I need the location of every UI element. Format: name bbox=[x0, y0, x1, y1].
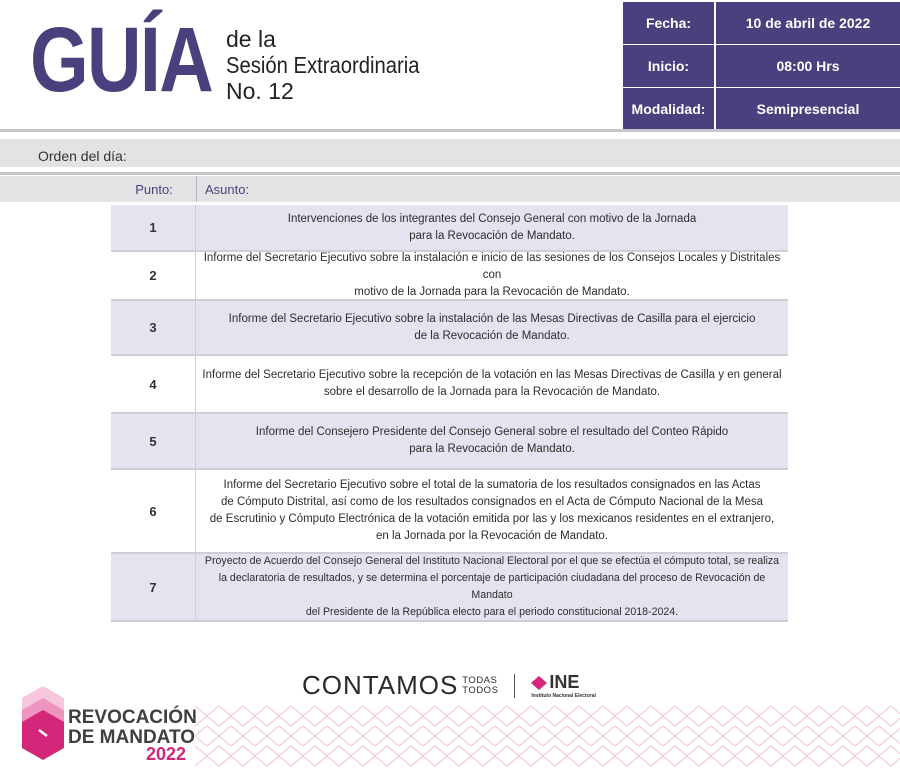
pattern-diamond bbox=[459, 726, 483, 746]
pattern-diamond bbox=[195, 726, 219, 746]
row-number: 3 bbox=[111, 301, 196, 354]
pattern-diamond bbox=[615, 706, 639, 726]
pattern-diamond bbox=[291, 726, 315, 746]
subject-line: sobre el desarrollo de la Jornada para la Revocación de Mandato. bbox=[323, 386, 661, 398]
pattern-diamond bbox=[855, 706, 879, 726]
pattern-diamond bbox=[471, 706, 495, 726]
ine-diamond-icon bbox=[531, 676, 547, 690]
pattern-diamond bbox=[699, 726, 723, 746]
row-number: 4 bbox=[111, 356, 196, 412]
pattern-diamond bbox=[279, 746, 303, 766]
pattern-diamond bbox=[195, 746, 207, 766]
subject-line: de Escrutinio y Cómputo Electrónica de la votación emitida por las y los mexicanos residentes en el extranjero, bbox=[209, 513, 775, 525]
agenda-table bbox=[111, 205, 788, 622]
table-header bbox=[0, 176, 900, 202]
row-subject bbox=[196, 252, 788, 299]
pattern-diamond bbox=[483, 726, 507, 746]
row-number: 6 bbox=[111, 470, 196, 552]
pattern-diamond bbox=[747, 726, 771, 746]
info-row-fecha bbox=[623, 2, 900, 44]
subject-line: la declaratoria de resultados, y se determina el porcentaje de participación ciudadana del proceso de Revocación de Mandato bbox=[218, 572, 766, 601]
info-label: Modalidad: bbox=[623, 88, 716, 130]
pattern-diamond bbox=[327, 746, 351, 766]
pattern-diamond bbox=[315, 726, 339, 746]
todos-word: TODOS bbox=[462, 684, 499, 696]
pattern-diamond bbox=[711, 746, 735, 766]
pattern-diamond bbox=[279, 706, 303, 726]
column-header-asunto: Asunto: bbox=[205, 182, 250, 197]
pattern-diamond bbox=[471, 746, 495, 766]
subject-line: Intervenciones de los integrantes del Consejo General con motivo de la Jornada bbox=[287, 212, 697, 225]
row-number: 2 bbox=[111, 252, 196, 299]
pattern-diamond bbox=[243, 726, 267, 746]
subject-line: Proyecto de Acuerdo del Consejo General del Instituto Nacional Electoral por el que se efectúa el cómputo total, se realiza bbox=[204, 555, 780, 567]
contamos-slogan bbox=[302, 670, 596, 701]
subject-line: motivo de la Jornada para la Revocación de Mandato. bbox=[354, 286, 630, 298]
pattern-diamond bbox=[831, 706, 855, 726]
pattern-diamond bbox=[423, 706, 447, 726]
subject-line: para la Revocación de Mandato. bbox=[409, 229, 575, 242]
pattern-diamond bbox=[651, 726, 675, 746]
orden-divider bbox=[0, 172, 900, 175]
revocacion-wordmark bbox=[68, 708, 197, 748]
pattern-diamond bbox=[735, 746, 759, 766]
todas-todos bbox=[462, 676, 498, 696]
pattern-diamond bbox=[411, 726, 435, 746]
pattern-diamond bbox=[207, 746, 231, 766]
table-row bbox=[111, 554, 788, 622]
table-row bbox=[111, 205, 788, 252]
subject-line: Informe del Secretario Ejecutivo sobre el total de la sumatoria de los resultados consignados en las Actas bbox=[223, 479, 761, 491]
pattern-diamond bbox=[303, 746, 327, 766]
pattern-diamond bbox=[567, 746, 591, 766]
pattern-diamond bbox=[603, 726, 627, 746]
pattern-diamond bbox=[267, 726, 291, 746]
pattern-diamond bbox=[255, 706, 279, 726]
pattern-diamond bbox=[891, 726, 900, 746]
pattern-diamond bbox=[867, 726, 891, 746]
guide-title: GUÍA bbox=[30, 9, 213, 111]
subject-line: del Presidente de la República electo para el periodo constitucional 2018-2024. bbox=[305, 606, 679, 618]
pattern-diamond bbox=[591, 706, 615, 726]
pattern-diamond bbox=[219, 726, 243, 746]
session-info-panel bbox=[623, 2, 900, 131]
pattern-diamond bbox=[447, 746, 471, 766]
pattern-diamond bbox=[231, 706, 255, 726]
column-header-punto: Punto: bbox=[135, 182, 173, 197]
subject-line: en la Jornada por la Revocación de Mandato. bbox=[375, 530, 609, 542]
pattern-diamond bbox=[819, 726, 843, 746]
decorative-pattern bbox=[195, 706, 900, 771]
subject-line: Informe del Secretario Ejecutivo sobre la recepción de la votación en las Mesas Directivas de Casilla y en general bbox=[202, 369, 782, 381]
row-subject bbox=[196, 414, 788, 468]
pattern-diamond bbox=[663, 706, 687, 726]
info-value: Semipresencial bbox=[716, 88, 900, 130]
row-subject bbox=[196, 554, 788, 620]
subject-line: de la Revocación de Mandato. bbox=[414, 329, 570, 342]
pattern-diamond bbox=[627, 726, 651, 746]
pattern-diamond bbox=[723, 726, 747, 746]
table-row bbox=[111, 414, 788, 470]
pattern-diamond bbox=[195, 706, 207, 726]
pattern-diamond bbox=[807, 746, 831, 766]
slogan-separator bbox=[514, 674, 515, 698]
pattern-diamond bbox=[495, 706, 519, 726]
rm-year: 2022 bbox=[146, 744, 187, 764]
table-row bbox=[111, 356, 788, 414]
row-subject bbox=[196, 356, 788, 412]
table-row bbox=[111, 470, 788, 554]
pattern-diamond bbox=[879, 746, 900, 766]
info-value: 08:00 Hrs bbox=[716, 45, 900, 87]
subtitle-line-2: Sesión Extraordinaria bbox=[226, 52, 420, 78]
row-number: 5 bbox=[111, 414, 196, 468]
session-subtitle bbox=[226, 26, 446, 104]
info-row-inicio bbox=[623, 45, 900, 87]
row-subject bbox=[196, 470, 788, 552]
pattern-diamond bbox=[675, 726, 699, 746]
pattern-diamond bbox=[543, 746, 567, 766]
subject-line: de Cómputo Distrital, así como de los resultados consignados en el Acta de Cómputo Nacional de la Mesa bbox=[220, 496, 764, 508]
pattern-diamond bbox=[495, 746, 519, 766]
pattern-diamond bbox=[759, 706, 783, 726]
pattern-diamond bbox=[207, 706, 231, 726]
pattern-diamond bbox=[615, 746, 639, 766]
pattern-diamond bbox=[771, 726, 795, 746]
pattern-diamond bbox=[855, 746, 879, 766]
page-header bbox=[0, 0, 900, 130]
table-row bbox=[111, 252, 788, 301]
pattern-diamond bbox=[663, 746, 687, 766]
pattern-diamond bbox=[507, 726, 531, 746]
pattern-diamond bbox=[231, 746, 255, 766]
pattern-diamond bbox=[639, 746, 663, 766]
pattern-diamond bbox=[687, 706, 711, 726]
row-number: 7 bbox=[111, 554, 196, 620]
row-subject bbox=[196, 205, 788, 250]
pattern-diamond bbox=[447, 706, 471, 726]
pattern-diamond bbox=[783, 706, 807, 726]
pattern-diamond bbox=[303, 706, 327, 726]
pattern-diamond bbox=[591, 746, 615, 766]
pattern-diamond bbox=[879, 706, 900, 726]
pattern-diamond bbox=[843, 726, 867, 746]
pattern-diamond bbox=[255, 746, 279, 766]
row-subject bbox=[196, 301, 788, 354]
pattern-diamond bbox=[339, 726, 363, 746]
pattern-diamond bbox=[399, 746, 423, 766]
pattern-diamond bbox=[375, 706, 399, 726]
subject-line: para la Revocación de Mandato. bbox=[409, 443, 575, 455]
header-divider bbox=[0, 129, 900, 132]
pattern-diamond bbox=[531, 726, 555, 746]
subtitle-line-1: de la bbox=[226, 26, 276, 52]
subject-line: Informe del Secretario Ejecutivo sobre la instalación de las Mesas Directivas de Casilla para el ejercicio bbox=[228, 312, 756, 325]
pattern-diamond bbox=[423, 746, 447, 766]
pattern-diamond bbox=[687, 746, 711, 766]
pattern-diamond bbox=[759, 746, 783, 766]
ine-subtitle: Instituto Nacional Electoral bbox=[531, 693, 596, 699]
pattern-diamond bbox=[795, 726, 819, 746]
contamos-word: CONTAMOS bbox=[302, 670, 459, 700]
pattern-diamond bbox=[351, 746, 375, 766]
pattern-diamond bbox=[567, 706, 591, 726]
table-row bbox=[111, 301, 788, 356]
pattern-diamond bbox=[351, 706, 375, 726]
pattern-diamond bbox=[375, 746, 399, 766]
pattern-diamond bbox=[807, 706, 831, 726]
rm-line-2: DE MANDATO bbox=[68, 727, 196, 748]
pattern-diamond bbox=[519, 706, 543, 726]
pattern-diamond bbox=[543, 706, 567, 726]
pattern-diamond bbox=[555, 726, 579, 746]
pattern-diamond bbox=[579, 726, 603, 746]
pattern-diamond bbox=[399, 706, 423, 726]
info-row-modalidad bbox=[623, 88, 900, 130]
row-number: 1 bbox=[111, 205, 196, 250]
pattern-diamond bbox=[327, 706, 351, 726]
pattern-diamond bbox=[735, 706, 759, 726]
subtitle-line-3: No. 12 bbox=[226, 78, 294, 104]
pattern-diamond bbox=[831, 746, 855, 766]
info-label: Fecha: bbox=[623, 2, 716, 44]
pattern-diamond bbox=[783, 746, 807, 766]
rm-line-1: REVOCACIÓN bbox=[68, 707, 197, 728]
ine-logo bbox=[531, 672, 595, 699]
todas-word: TODAS bbox=[462, 674, 498, 686]
ine-word: INE bbox=[549, 672, 580, 692]
revocacion-hexagon-logo-icon bbox=[22, 686, 64, 760]
subject-line: Informe del Consejero Presidente del Consejo General sobre el resultado del Conteo Rápido bbox=[255, 426, 729, 438]
pattern-diamond bbox=[519, 746, 543, 766]
subject-line: Informe del Secretario Ejecutivo sobre la instalación e inicio de las sesiones de los Consejos Locales y Distritales con bbox=[203, 252, 781, 281]
info-label: Inicio: bbox=[623, 45, 716, 87]
column-separator bbox=[196, 176, 197, 202]
pattern-diamond bbox=[711, 706, 735, 726]
info-value: 10 de abril de 2022 bbox=[716, 2, 900, 44]
pattern-diamond bbox=[639, 706, 663, 726]
pattern-diamond bbox=[363, 726, 387, 746]
pattern-diamond bbox=[387, 726, 411, 746]
orden-del-dia-heading: Orden del día: bbox=[0, 139, 900, 167]
pattern-diamond bbox=[435, 726, 459, 746]
